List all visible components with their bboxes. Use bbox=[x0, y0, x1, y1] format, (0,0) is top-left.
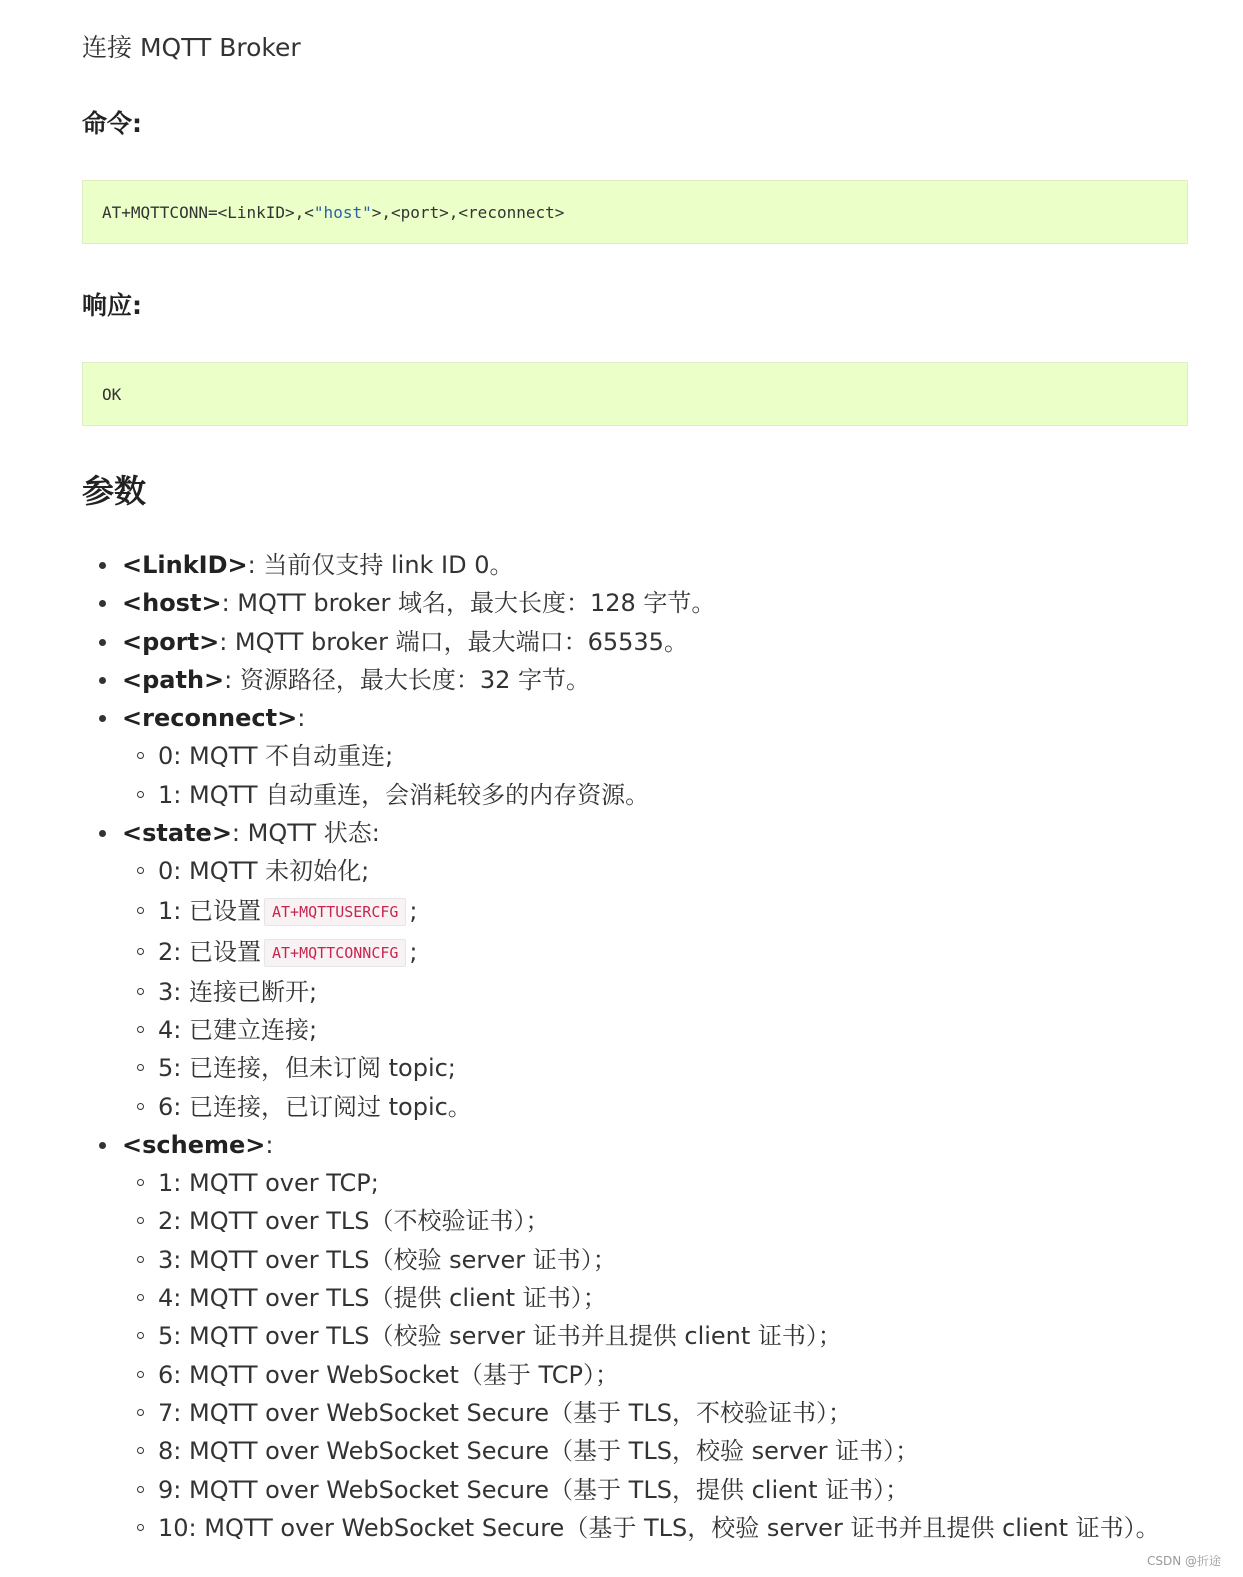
command-code-string: "host" bbox=[313, 203, 372, 222]
list-item: 9: MQTT over WebSocket Secure（基于 TLS，提供 client 证书）； bbox=[122, 1471, 1242, 1509]
state-1-suffix: ; bbox=[409, 896, 418, 925]
param-name: <state> bbox=[122, 819, 232, 848]
list-item: 3: MQTT over TLS（校验 server 证书）； bbox=[122, 1241, 1242, 1279]
param-name: <reconnect> bbox=[122, 704, 298, 733]
state-2-suffix: ; bbox=[409, 937, 418, 966]
list-item: 6: 已连接，已订阅过 topic。 bbox=[122, 1088, 1242, 1126]
list-item: 0: MQTT 不自动重连; bbox=[122, 737, 1242, 775]
reconnect-options bbox=[122, 737, 1242, 814]
params-list bbox=[82, 546, 1242, 1547]
list-item: 5: 已连接，但未订阅 topic; bbox=[122, 1049, 1242, 1087]
param-item-path bbox=[82, 661, 1242, 699]
param-item-host bbox=[82, 584, 1242, 622]
param-desc: : MQTT 状态: bbox=[231, 819, 380, 848]
param-item-scheme bbox=[82, 1126, 1242, 1547]
list-item: 2: MQTT over TLS（不校验证书）； bbox=[122, 1202, 1242, 1240]
param-desc: : 资源路径，最大长度：32 字节。 bbox=[224, 665, 591, 694]
state-2-label: 2: 已设置 bbox=[158, 937, 261, 966]
param-name: <host> bbox=[122, 589, 222, 618]
command-code-prefix: AT+MQTTCONN=<LinkID>,< bbox=[102, 203, 314, 222]
param-name: <LinkID> bbox=[122, 551, 248, 579]
list-item bbox=[122, 891, 1242, 932]
list-item: 0: MQTT 未初始化; bbox=[122, 852, 1242, 890]
param-item-port bbox=[82, 623, 1242, 661]
param-desc: : bbox=[265, 1130, 274, 1159]
response-code: OK bbox=[102, 385, 122, 404]
param-name: <path> bbox=[122, 665, 225, 694]
list-item: 7: MQTT over WebSocket Secure（基于 TLS，不校验证书）； bbox=[122, 1394, 1242, 1432]
inline-code-mqttusercfg: AT+MQTTUSERCFG bbox=[264, 898, 406, 926]
param-desc: : bbox=[297, 704, 306, 733]
param-name: <port> bbox=[122, 627, 220, 656]
param-item-linkid bbox=[82, 546, 1242, 584]
list-item: 3: 连接已断开; bbox=[122, 973, 1242, 1011]
response-heading: 响应: bbox=[82, 291, 142, 320]
state-options bbox=[122, 852, 1242, 1125]
param-item-reconnect bbox=[82, 699, 1242, 814]
intro-text: 连接 MQTT Broker bbox=[82, 33, 301, 62]
list-item: 4: 已建立连接; bbox=[122, 1011, 1242, 1049]
command-heading: 命令: bbox=[82, 109, 142, 138]
state-1-label: 1: 已设置 bbox=[158, 896, 261, 925]
param-name: <scheme> bbox=[122, 1130, 266, 1159]
param-desc: : 当前仅支持 link ID 0。 bbox=[247, 551, 514, 579]
watermark: CSDN @折途 bbox=[1146, 1554, 1221, 1568]
scheme-options bbox=[122, 1164, 1242, 1547]
response-code-block bbox=[82, 362, 1188, 426]
command-code-suffix: >,<port>,<reconnect> bbox=[371, 203, 565, 222]
list-item: 10: MQTT over WebSocket Secure（基于 TLS，校验 server 证书并且提供 client 证书）。 bbox=[122, 1509, 1242, 1547]
param-desc: : MQTT broker 域名，最大长度：128 字节。 bbox=[221, 589, 716, 618]
list-item: 6: MQTT over WebSocket（基于 TCP）； bbox=[122, 1356, 1242, 1394]
list-item: 5: MQTT over TLS（校验 server 证书并且提供 client 证书）； bbox=[122, 1317, 1242, 1355]
command-code-block bbox=[82, 180, 1188, 244]
list-item: 1: MQTT 自动重连，会消耗较多的内存资源。 bbox=[122, 776, 1242, 814]
params-heading: 参数 bbox=[82, 472, 147, 510]
inline-code-mqttconncfg: AT+MQTTCONNCFG bbox=[264, 939, 406, 967]
list-item: 1: MQTT over TCP; bbox=[122, 1164, 1242, 1202]
param-desc: : MQTT broker 端口，最大端口：65535。 bbox=[219, 627, 688, 656]
list-item: 4: MQTT over TLS（提供 client 证书）； bbox=[122, 1279, 1242, 1317]
list-item bbox=[122, 932, 1242, 973]
list-item: 8: MQTT over WebSocket Secure（基于 TLS，校验 server 证书）； bbox=[122, 1432, 1242, 1470]
param-item-state bbox=[82, 814, 1242, 1126]
